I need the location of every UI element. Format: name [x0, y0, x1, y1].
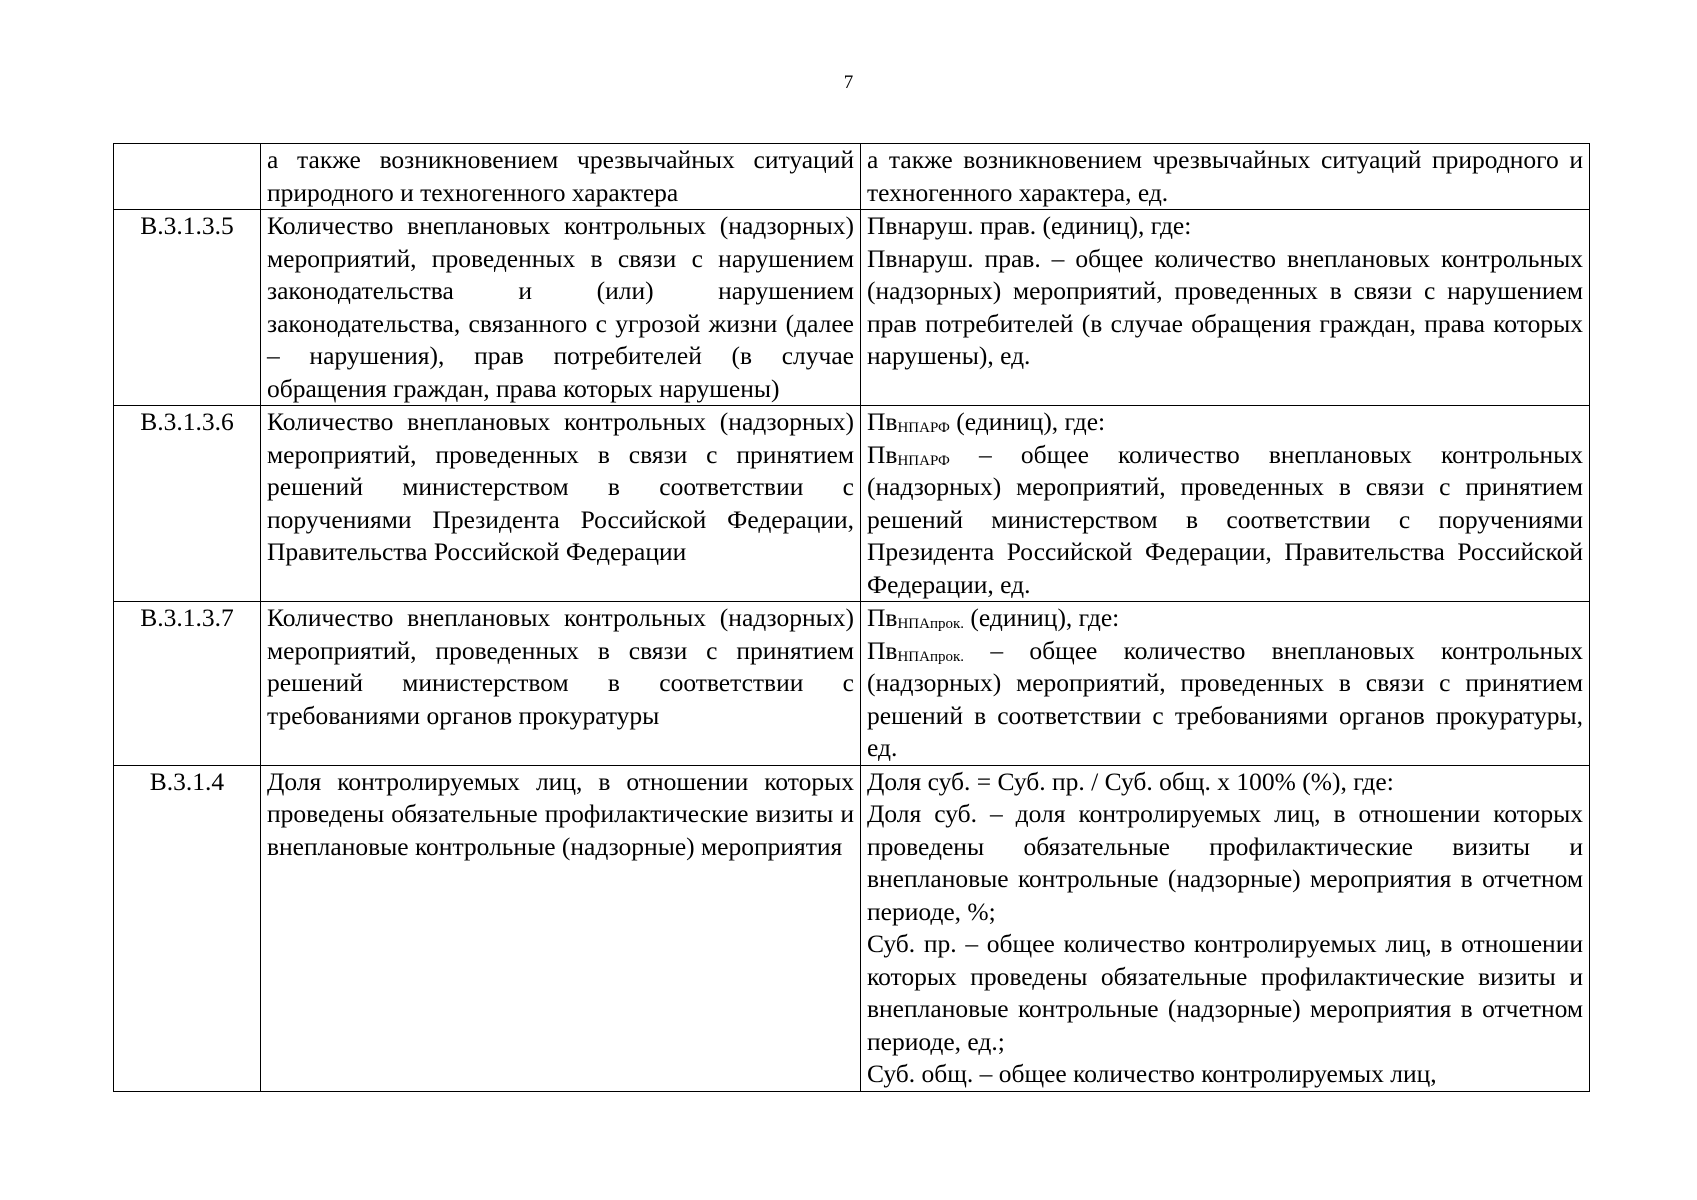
indicator-formula [861, 210, 1590, 406]
formula-definition: – общее количество внеплановых контрольных (надзорных) мероприятий, проведенных в связи с принятием решений министерством в соответствии с поручениями Президента Российской Федерации, Правительства Российской Федерации, ед. [867, 439, 1583, 599]
indicator-code: В.3.1.3.6 [114, 406, 261, 602]
formula-paragraph: Доля суб. – доля контролируемых лиц, в отношении которых проведены обязательные профилактические визиты и внеплановые контрольные (надзорные) мероприятия в отчетном периоде, %; [867, 799, 1583, 926]
table-row [114, 210, 1590, 406]
indicator-name: Доля контролируемых лиц, в отношении которых проведены обязательные профилактические визиты и внеплановые контрольные (надзорные) мероприятия [261, 765, 861, 1091]
indicator-code: В.3.1.4 [114, 765, 261, 1091]
formula-paragraph: Суб. пр. – общее количество контролируемых лиц, в отношении которых проведены обязательные профилактические визиты и внеплановые контрольные (надзорные) мероприятия в отчетном периоде, ед.; [867, 929, 1583, 1056]
indicator-name: а также возникновением чрезвычайных ситуаций природного и техногенного характера [261, 144, 861, 210]
formula-head: (единиц), где: [949, 407, 1106, 436]
formula-paragraph: Суб. общ. – общее количество контролируемых лиц, [867, 1059, 1437, 1088]
formula-paragraph [867, 406, 1583, 439]
formula-paragraph [867, 439, 1583, 602]
formula-paragraph [867, 602, 1583, 635]
indicator-code: В.3.1.3.5 [114, 210, 261, 406]
formula-head: (единиц), где: [964, 603, 1120, 632]
formula-subscript: НПАпрок. [897, 616, 965, 632]
page-number: 7 [843, 72, 854, 93]
formula-paragraph: а также возникновением чрезвычайных ситуаций природного и техногенного характера, ед. [867, 145, 1583, 207]
formula-symbol: Пв [867, 407, 898, 436]
indicator-name: Количество внеплановых контрольных (надзорных) мероприятий, проведенных в связи с нарушением законодательства и (или) нарушением законодательства, связанного с угрозой жизни (далее – нарушения), прав потребителей (в случае обращения граждан, права которых нарушены) [261, 210, 861, 406]
indicators-table [113, 143, 1590, 1092]
formula-symbol: Пв [867, 603, 898, 632]
formula-subscript: НПАРФ [897, 452, 950, 469]
formula-subscript: НПАРФ [897, 420, 950, 436]
indicator-name: Количество внеплановых контрольных (надзорных) мероприятий, проведенных в связи с принятием решений министерством в соответствии с требованиями органов прокуратуры [261, 602, 861, 766]
table-row [114, 602, 1590, 766]
indicator-formula [861, 602, 1590, 766]
table-row [114, 765, 1590, 1091]
formula-subscript: НПАпрок. [897, 648, 965, 665]
formula-paragraph [867, 635, 1583, 765]
formula-symbol: Пв [867, 635, 898, 665]
indicator-formula [861, 144, 1590, 210]
formula-symbol: Пв [867, 439, 898, 469]
formula-paragraph: Пвнаруш. прав. – общее количество внеплановых контрольных (надзорных) мероприятий, проведенных в связи с нарушением прав потребителей (в случае обращения граждан, права которых нарушены), ед. [867, 243, 1583, 370]
formula-definition: – общее количество внеплановых контрольных (надзорных) мероприятий, проведенных в связи с принятием решений в соответствии с требованиями органов прокуратуры, ед. [867, 635, 1583, 762]
indicator-formula [861, 765, 1590, 1091]
indicator-name: Количество внеплановых контрольных (надзорных) мероприятий, проведенных в связи с принятием решений министерством в соответствии с поручениями Президента Российской Федерации, Правительства Российской Федерации [261, 406, 861, 602]
formula-paragraph: Доля суб. = Суб. пр. / Суб. общ. х 100% (%), где: [867, 766, 1394, 796]
table-row [114, 144, 1590, 210]
indicator-formula [861, 406, 1590, 602]
table-row [114, 406, 1590, 602]
indicator-code: В.3.1.3.7 [114, 602, 261, 766]
indicator-code [114, 144, 261, 210]
formula-paragraph: Пвнаруш. прав. (единиц), где: [867, 211, 1192, 240]
